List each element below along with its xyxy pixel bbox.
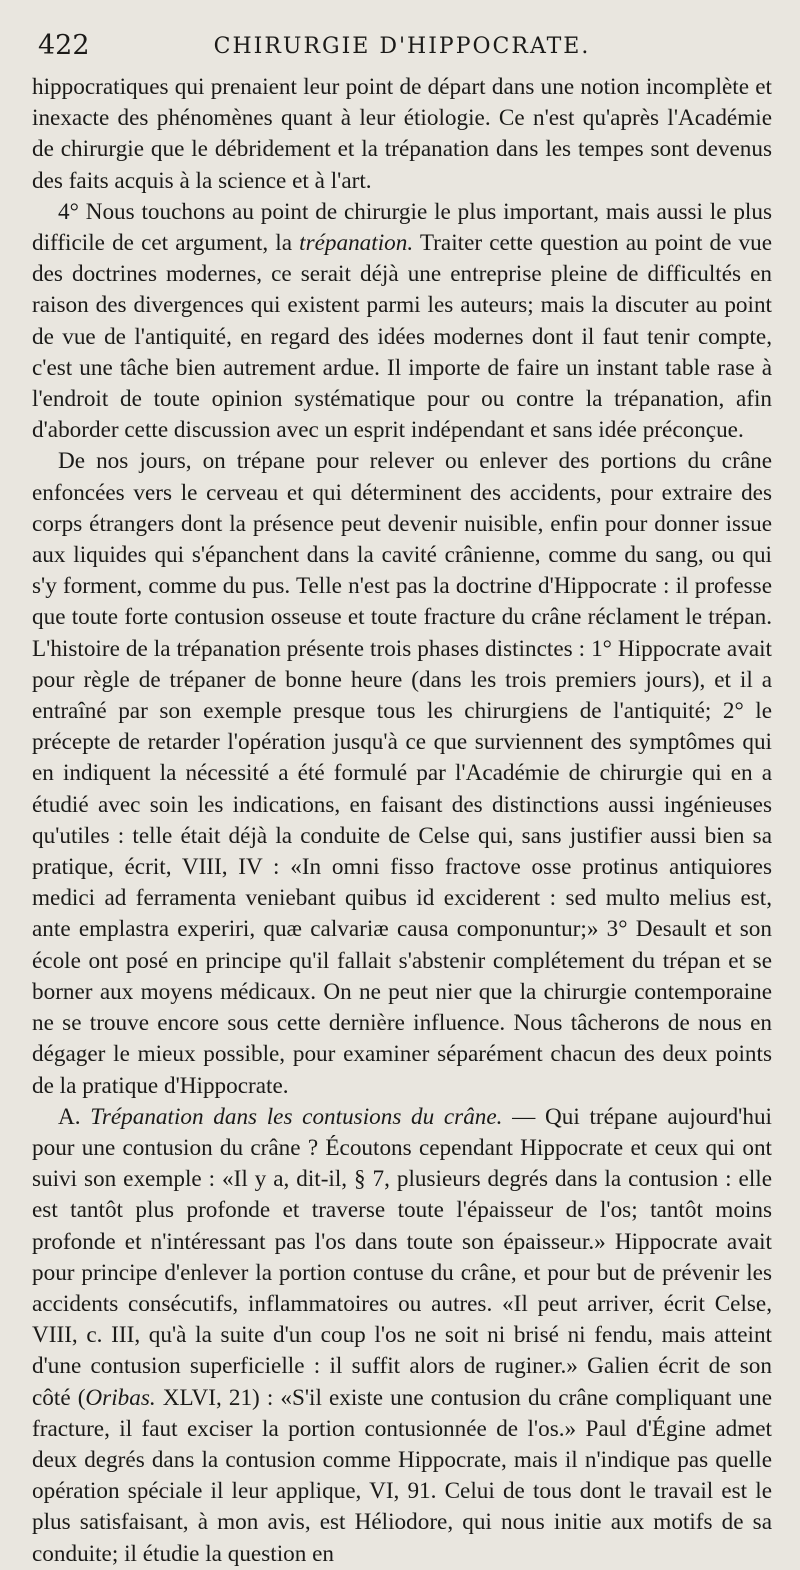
page-header [32, 28, 772, 72]
paragraph-trepanation-intro [32, 197, 772, 447]
paragraph-history: De nos jours, on trépane pour relever ou enlever des portions du crâne enfoncées vers le cerveau et qui déterminent des accidents, pour extraire des corps étrangers dont la présence peut devenir nuisible, enfin pour donner issue aux liquides qui s'épanchent dans la cavité crânienne, comme du sang, ou qui s'y forment, comme du pus. Telle n'est pas la doctrine d'Hippocrate : il professe que toute forte contusion osseuse et toute fracture du crâne réclament le trépan. L'histoire de la trépanation présente trois phases distinctes : 1° Hippocrate avait pour règle de trépaner de bonne heure (dans les trois premiers jours), et il a entraîné par son exemple presque tous les chirurgiens de l'antiquité; 2° le précepte de retarder l'opération jusqu'à ce que surviennent des symptômes qui en indiquent la nécessité a été formulé par l'Académie de chirurgie qui en a étudié avec soin les indications, en faisant des distinctions aussi ingénieuses qu'utiles : telle était déjà la conduite de Celse qui, sans justifier aussi bien sa pratique, écrit, VIII, IV : «In omni fisso fractove osse protinus antiquiores medici ad ferramenta veniebant quibus id exciderent : sed multo melius est, ante emplastra experiri, quæ calvariæ causa componuntur;» 3° Desault et son école ont posé en principe qu'il fallait s'abstenir complétement du trépan et se borner aux moyens médicaux. On ne peut nier que la chirurgie contemporaine ne se trouve encore sous cette dernière influence. Nous tâcherons de nous en dégager le mieux possible, pour examiner séparément chacun des deux points de la pratique d'Hippocrate. [32, 448, 772, 1099]
text-run: Traiter cette question au point de vue des doctrines modernes, ce serait déjà une entreprise pleine de difficultés en raison des divergences qui existent parmi les auteurs; mais la discuter au point de vue de l'antiquité, en regard des idées modernes dont il faut tenir compte, c'est une tâche bien autrement ardue. Il importe de faire un instant table rase à l'endroit de toute opinion systématique pour ou contre la trépanation, afin d'aborder cette discussion avec un esprit indépendant et sans idée préconçue. [32, 230, 773, 444]
running-title: CHIRURGIE D'HIPPOCRATE. [213, 34, 591, 59]
text-run: 4° Nous touchons au point de chirurgie le plus important, mais aussi le plus difficile de cet argument, la [32, 198, 772, 257]
text-run: — Qui trépane aujourd'hui pour une contusion du crâne ? Écoutons cependant Hippocrate et ceux qui ont suivi son exemple : «Il y a, dit-il, § 7, plusieurs degrés dans la contusion : elle est tantôt plus profonde et traverse toute l'épaisseur de l'os; tantôt moins profonde et n'intéressant pas l'os dans toute son épaisseur.» Hippocrate avait pour principe d'enlever la portion contuse du crâne, et pour but de prévenir les accidents consécutifs, inflammatoires ou autres. «Il peut arriver, écrit Celse, VIII, c. III, qu'à la suite d'un coup l'os ne soit ni brisé ni fendu, mais atteint d'une contusion superficielle : il suffit alors de ruginer.» Galien écrit de son côté ( [32, 1103, 772, 1411]
citation-oribas: Oribas. [85, 1384, 156, 1411]
text-run: XLVI, 21) : «S'il existe une contusion du crâne compliquant une fracture, il faut exciser la portion contusionnée de l'os.» Paul d'Égine admet deux degrés dans la contusion comme Hippocrate, mais il n'indique pas quelle opération spéciale il leur applique, VI, 91. Celui de tous dont le travail est le plus satisfaisant, à mon avis, est Héliodore, qui nous initie aux motifs de sa conduite; il étudie la question en [32, 1384, 772, 1567]
section-heading: Trépanation dans les contusions du crâne. [90, 1103, 503, 1130]
section-letter: A. [58, 1103, 91, 1130]
page-number: 422 [38, 30, 90, 61]
body-text [32, 72, 772, 1570]
emphasis-trepanation: trépanation. [299, 230, 414, 257]
paragraph-section-a [32, 1102, 772, 1570]
paragraph-continuation: hippocratiques qui prenaient leur point de départ dans une notion incomplète et inexacte des phénomènes quant à leur étiologie. Ce n'est qu'après l'Académie de chirurgie que le débridement et la trépanation dans les tempes sont devenus des faits acquis à la science et à l'art. [32, 74, 772, 194]
